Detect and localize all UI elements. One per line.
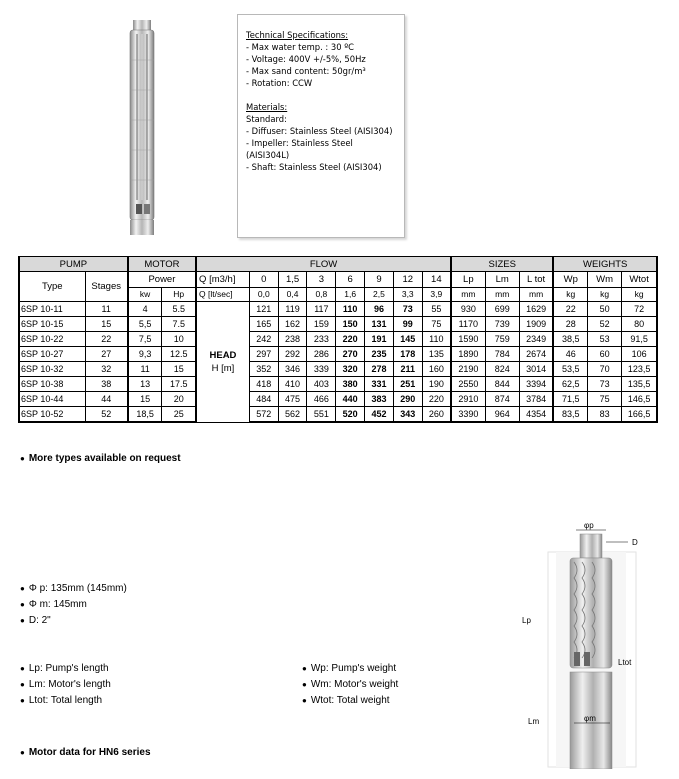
flow-lts: 3,9 [422,288,451,302]
col-q-lts: Q [lt/sec] [196,288,249,302]
group-motor: MOTOR [128,257,196,272]
cell-hp: 7.5 [162,317,196,332]
spec-box [237,14,405,238]
cell-ltot: 2674 [519,347,553,362]
cell-head: 55 [422,302,451,317]
table-row [19,377,657,392]
diagram-phi-m: φm [584,714,596,723]
cell-lp: 1590 [451,332,485,347]
cell-head: 383 [365,392,394,407]
flow-lts: 0,0 [249,288,278,302]
cell-kw: 5,5 [128,317,162,332]
cell-head: 251 [393,377,422,392]
cell-head: 145 [393,332,422,347]
flow-m3h: 3 [307,272,336,288]
flow-m3h: 1,5 [278,272,307,288]
dimension-diagram [518,512,656,769]
note-wtot: ● Wtot: Total weight [302,695,390,706]
cell-head: 562 [278,407,307,423]
col-hp: Hp [162,288,196,302]
cell-head: 292 [278,347,307,362]
materials-sub: Standard: [246,114,287,124]
cell-stages: 38 [85,377,128,392]
cell-head: 238 [278,332,307,347]
col-lm: Lm [485,272,519,288]
cell-hp: 5.5 [162,302,196,317]
cell-head: 572 [249,407,278,423]
cell-hp: 20 [162,392,196,407]
cell-stages: 52 [85,407,128,423]
cell-kw: 15 [128,392,162,407]
cell-wp: 53,5 [553,362,587,377]
cell-head: 339 [307,362,336,377]
cell-wtot: 123,5 [622,362,657,377]
cell-ltot: 1909 [519,317,553,332]
cell-stages: 32 [85,362,128,377]
cell-head: 191 [365,332,394,347]
flow-lts: 0,8 [307,288,336,302]
diagram-phi-p: φp [584,521,594,530]
cell-lp: 2550 [451,377,485,392]
tech-spec-item: - Max sand content: 50gr/m³ [246,66,366,76]
pump-photo [124,20,160,235]
cell-lm: 874 [485,392,519,407]
cell-wp: 71,5 [553,392,587,407]
diagram-d: D [632,538,638,547]
col-stages: Stages [85,272,128,302]
cell-wp: 22 [553,302,587,317]
cell-wtot: 72 [622,302,657,317]
col-lp: Lp [451,272,485,288]
cell-wp: 83,5 [553,407,587,423]
cell-lm: 739 [485,317,519,332]
cell-wtot: 146,5 [622,392,657,407]
cell-wm: 50 [588,302,622,317]
cell-head: 233 [307,332,336,347]
flow-lts: 3,3 [393,288,422,302]
cell-head: 211 [393,362,422,377]
cell-lp: 930 [451,302,485,317]
cell-type: 6SP 10-44 [19,392,85,407]
col-wtot: Wtot [622,272,657,288]
cell-head: 119 [278,302,307,317]
cell-ltot: 1629 [519,302,553,317]
cell-wtot: 80 [622,317,657,332]
cell-stages: 27 [85,347,128,362]
cell-head: 452 [365,407,394,423]
note-more-types: ● More types available on request [20,453,181,464]
specs-table-body [19,302,657,423]
cell-hp: 12.5 [162,347,196,362]
cell-head: 343 [393,407,422,423]
cell-head: 352 [249,362,278,377]
col-wm: Wm [588,272,622,288]
table-row [19,317,657,332]
cell-head: 320 [336,362,365,377]
unit-mm: mm [451,288,485,302]
tech-spec-item: - Voltage: 400V +/-5%, 50Hz [246,54,366,64]
cell-wm: 70 [588,362,622,377]
table-row [19,407,657,423]
cell-head: 110 [422,332,451,347]
cell-lm: 699 [485,302,519,317]
cell-head: 520 [336,407,365,423]
flow-lts: 0,4 [278,288,307,302]
cell-kw: 18,5 [128,407,162,423]
cell-head: 278 [365,362,394,377]
table-row [19,332,657,347]
unit-kg: kg [588,288,622,302]
note-lm: ● Lm: Motor's length [20,679,111,690]
flow-lts: 2,5 [365,288,394,302]
cell-head: 260 [422,407,451,423]
cell-lp: 3390 [451,407,485,423]
cell-kw: 13 [128,377,162,392]
cell-head: 159 [307,317,336,332]
cell-wm: 83 [588,407,622,423]
unit-kg: kg [622,288,657,302]
flow-m3h: 0 [249,272,278,288]
cell-head: 220 [422,392,451,407]
group-pump: PUMP [19,257,128,272]
col-q-m3h: Q [m3/h] [196,272,249,288]
flow-m3h: 14 [422,272,451,288]
cell-wtot: 166,5 [622,407,657,423]
unit-mm: mm [485,288,519,302]
table-row [19,302,657,317]
flow-m3h: 12 [393,272,422,288]
cell-hp: 17.5 [162,377,196,392]
cell-head: 270 [336,347,365,362]
flow-m3h: 9 [365,272,394,288]
cell-kw: 9,3 [128,347,162,362]
cell-lm: 784 [485,347,519,362]
cell-head: 99 [393,317,422,332]
material-item: - Shaft: Stainless Steel (AISI304) [246,162,382,172]
cell-lp: 1890 [451,347,485,362]
cell-wm: 73 [588,377,622,392]
col-power: Power [128,272,196,288]
cell-head: 96 [365,302,394,317]
cell-head: 403 [307,377,336,392]
cell-type: 6SP 10-38 [19,377,85,392]
cell-hp: 25 [162,407,196,423]
cell-hp: 15 [162,362,196,377]
table-row [19,362,657,377]
cell-ltot: 4354 [519,407,553,423]
cell-head: 110 [336,302,365,317]
cell-head: 235 [365,347,394,362]
cell-lp: 2190 [451,362,485,377]
note-ltot: ● Ltot: Total length [20,695,103,706]
cell-wm: 60 [588,347,622,362]
tech-spec-item: - Max water temp. : 30 ºC [246,42,355,52]
group-sizes: SIZES [451,257,553,272]
cell-hp: 10 [162,332,196,347]
note-phi-p: ● Φ p: 135mm (145mm) [20,583,127,594]
cell-kw: 7,5 [128,332,162,347]
cell-wm: 52 [588,317,622,332]
cell-head: 178 [393,347,422,362]
material-item: - Impeller: Stainless Steel (AISI304L) [246,138,353,160]
cell-head: 160 [422,362,451,377]
cell-wp: 62,5 [553,377,587,392]
cell-type: 6SP 10-11 [19,302,85,317]
cell-head: 220 [336,332,365,347]
cell-head: 331 [365,377,394,392]
cell-lm: 964 [485,407,519,423]
cell-head: 242 [249,332,278,347]
table-row [19,347,657,362]
group-flow: FLOW [196,257,451,272]
cell-type: 6SP 10-52 [19,407,85,423]
note-d: ● D: 2" [20,615,51,626]
head-label: HEAD H [m] [196,302,249,423]
note-wm: ● Wm: Motor's weight [302,679,399,690]
cell-head: 131 [365,317,394,332]
unit-mm: mm [519,288,553,302]
flow-m3h: 6 [336,272,365,288]
cell-head: 297 [249,347,278,362]
cell-wp: 28 [553,317,587,332]
cell-ltot: 3394 [519,377,553,392]
cell-head: 418 [249,377,278,392]
cell-head: 162 [278,317,307,332]
cell-stages: 15 [85,317,128,332]
col-type: Type [19,272,85,302]
cell-type: 6SP 10-27 [19,347,85,362]
cell-head: 190 [422,377,451,392]
cell-head: 121 [249,302,278,317]
cell-lm: 844 [485,377,519,392]
cell-wp: 46 [553,347,587,362]
col-ltot: L tot [519,272,553,288]
cell-head: 150 [336,317,365,332]
cell-head: 410 [278,377,307,392]
cell-kw: 4 [128,302,162,317]
materials-title: Materials: [246,102,288,112]
cell-head: 73 [393,302,422,317]
specs-table [18,256,658,423]
note-wp: ● Wp: Pump's weight [302,663,397,674]
diagram-ltot: Ltot [618,658,632,667]
cell-head: 346 [278,362,307,377]
cell-wm: 75 [588,392,622,407]
cell-stages: 11 [85,302,128,317]
cell-head: 135 [422,347,451,362]
cell-ltot: 2349 [519,332,553,347]
unit-kg: kg [553,288,587,302]
cell-head: 117 [307,302,336,317]
cell-kw: 11 [128,362,162,377]
cell-ltot: 3014 [519,362,553,377]
cell-type: 6SP 10-22 [19,332,85,347]
cell-head: 286 [307,347,336,362]
flow-lts: 1,6 [336,288,365,302]
cell-head: 165 [249,317,278,332]
diagram-lp: Lp [522,616,531,625]
cell-lm: 824 [485,362,519,377]
group-weights: WEIGHTS [553,257,657,272]
tech-spec-title: Technical Specifications: [246,30,349,40]
cell-lm: 759 [485,332,519,347]
cell-type: 6SP 10-15 [19,317,85,332]
col-wp: Wp [553,272,587,288]
cell-lp: 2910 [451,392,485,407]
material-item: - Diffuser: Stainless Steel (AISI304) [246,126,393,136]
cell-head: 380 [336,377,365,392]
cell-head: 466 [307,392,336,407]
cell-wp: 38,5 [553,332,587,347]
cell-stages: 44 [85,392,128,407]
note-motor-data: ● Motor data for HN6 series [20,747,151,758]
cell-type: 6SP 10-32 [19,362,85,377]
col-kw: kw [128,288,162,302]
cell-head: 75 [422,317,451,332]
cell-head: 551 [307,407,336,423]
note-phi-m: ● Φ m: 145mm [20,599,87,610]
cell-wtot: 135,5 [622,377,657,392]
cell-lp: 1170 [451,317,485,332]
cell-ltot: 3784 [519,392,553,407]
note-lp: ● Lp: Pump's length [20,663,109,674]
cell-head: 440 [336,392,365,407]
cell-head: 475 [278,392,307,407]
cell-head: 484 [249,392,278,407]
table-row [19,392,657,407]
tech-spec-item: - Rotation: CCW [246,78,313,88]
cell-wm: 53 [588,332,622,347]
cell-stages: 22 [85,332,128,347]
cell-wtot: 106 [622,347,657,362]
cell-head: 290 [393,392,422,407]
diagram-lm: Lm [528,717,540,726]
cell-wtot: 91,5 [622,332,657,347]
